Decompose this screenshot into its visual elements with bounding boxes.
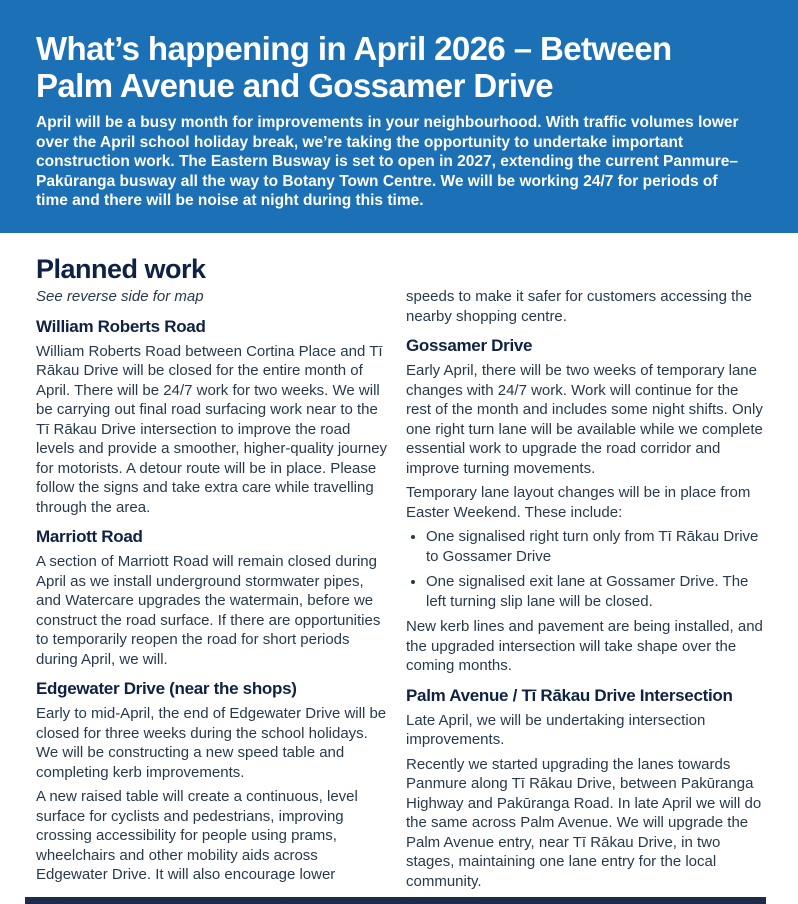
- planned-work-area: [0, 253, 798, 896]
- section-paragraph: Temporary lane layout changes will be in place from Easter Weekend. These include:: [406, 484, 751, 521]
- section-gossamer-drive: [406, 335, 766, 676]
- planned-work-title: Planned work: [36, 254, 206, 284]
- section-paragraph: Early April, there will be two weeks of temporary lane changes with 24/7 work. Work will continue for the rest of the month and includes some night shifts. Only one right turn lane will be available while we complete essential work to upgrade the road corridor and improve turning movements.: [406, 362, 763, 477]
- section-heading: Palm Avenue / Tī Rākau Drive Intersection: [406, 685, 733, 705]
- section-paragraph: Late April, we will be undertaking intersection improvements.: [406, 711, 706, 748]
- left-column: [36, 287, 392, 896]
- page-title-line2: Palm Avenue and Gossamer Drive: [36, 67, 553, 104]
- lane-change-list: [406, 527, 766, 611]
- section-marriott-road: [36, 526, 392, 669]
- page-title: [36, 30, 764, 104]
- section-paragraph: Early to mid-April, the end of Edgewater Drive will be closed for three weeks during the school holidays. We will be constructing a new speed table and completing kerb improvements.: [36, 705, 387, 781]
- section-heading: Gossamer Drive: [406, 336, 533, 355]
- section-heading: William Roberts Road: [36, 316, 206, 336]
- header-intro: April will be a busy month for improvements in your neighbourhood. With traffic volumes lower over the April school holiday break, we’re taking the opportunity to undertake important construction work. The Eastern Busway is set to open in 2027, extending the current Panmure–Pakūranga busway all the way to Botany Town Centre. We will be working 24/7 for periods of time and there will be noise at night during this time.: [36, 114, 739, 209]
- right-column: [406, 287, 766, 896]
- header-banner: [0, 0, 798, 233]
- section-paragraph: Recently we started upgrading the lanes towards Panmure along Tī Rākau Drive, between Pakūranga Highway and Pakūranga Road. In late April we will do the same across Palm Avenue. We will upgrade the Palm Avenue entry, near Tī Rākau Drive, in two stages, maintaining one lane entry for the local community.: [406, 755, 762, 890]
- continuation-paragraph: speeds to make it safer for customers accessing the nearby shopping centre.: [406, 288, 752, 325]
- list-item: • One signalised right turn only from Tī Rākau Drive to Gossamer Drive: [426, 527, 766, 566]
- section-paragraph: A section of Marriott Road will remain closed during April as we install underground stormwater pipes, and Watercare upgrades the watermain, before we construct the road surface. If there are opportunities to temporarily reopen the road for short periods during April, we will.: [36, 553, 381, 668]
- section-heading: Marriott Road: [36, 527, 143, 546]
- section-heading: Edgewater Drive (near the shops): [36, 679, 297, 698]
- section-paragraph: New kerb lines and pavement are being installed, and the upgraded intersection will take shape over the coming months.: [406, 618, 763, 674]
- page-title-line1: What’s happening in April 2026 – Between: [36, 30, 672, 67]
- map-note: See reverse side for map: [36, 288, 204, 305]
- section-paragraph: William Roberts Road between Cortina Place and Tī Rākau Drive will be closed for the entire month of April. There will be 24/7 work for two weeks. We will be carrying out final road surfacing work near to the Tī Rākau Drive intersection to improve the road levels and provide a smoother, higher-quality journey for motorists. A detour route will be in place. Please follow the signs and take extra care while travelling through the area.: [36, 342, 388, 516]
- two-column-layout: [36, 287, 766, 896]
- list-item: • One signalised exit lane at Gossamer Drive. The left turning slip lane will be closed.: [426, 572, 766, 611]
- section-edgewater-drive: [36, 678, 392, 885]
- section-palm-avenue-intersection: [406, 685, 766, 892]
- section-william-roberts-road: [36, 316, 392, 518]
- section-paragraph: A new raised table will create a continuous, level surface for cyclists and pedestrians, improving crossing accessibility for people using prams, wheelchairs and other mobility aids across Edgewater Drive. It will also encourage lower: [36, 788, 358, 883]
